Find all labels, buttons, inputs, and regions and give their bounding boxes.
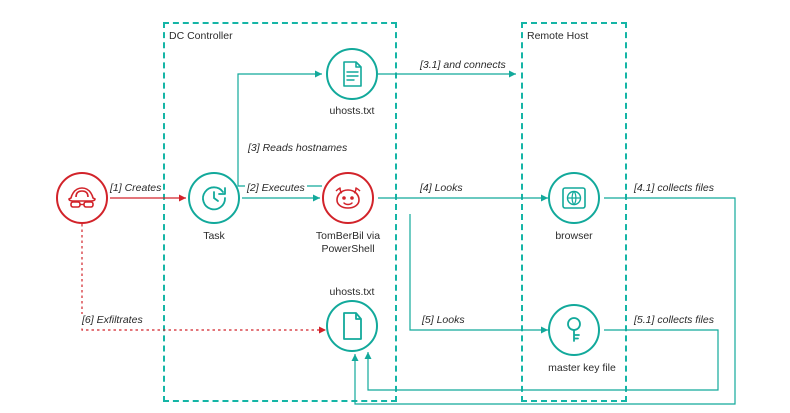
malware-devil-icon (333, 185, 363, 211)
document-file-icon (339, 311, 365, 341)
node-tomberbil-label (304, 230, 392, 256)
node-task[interactable] (188, 172, 240, 224)
node-tomberbil[interactable] (322, 172, 374, 224)
edge-label-looks-master-key: [5] Looks (422, 314, 465, 326)
zone-remote-host-label: Remote Host (527, 30, 589, 42)
edge-label-reads-hostnames: [3] Reads hostnames (248, 142, 348, 154)
node-browser[interactable] (548, 172, 600, 224)
node-threat-actor[interactable] (56, 172, 108, 224)
edge-label-looks-browser: [4] Looks (420, 182, 463, 194)
node-uhosts-top[interactable] (326, 48, 378, 100)
clock-task-icon (200, 184, 228, 212)
globe-browser-icon (560, 184, 588, 212)
edge-label-exfiltrates: [6] Exfiltrates (82, 314, 143, 326)
text-file-icon (339, 60, 365, 88)
node-browser-label: browser (555, 230, 593, 242)
node-tomberbil-label-line2: PowerShell (321, 243, 375, 255)
zone-dc-controller-label: DC Controller (169, 30, 233, 42)
node-master-key-file[interactable] (548, 304, 600, 356)
threat-actor-icon (67, 185, 97, 211)
node-task-label: Task (203, 230, 225, 242)
edge-label-collects-files-master-key: [5.1] collects files (634, 314, 714, 326)
node-uhosts-top-label: uhosts.txt (329, 105, 375, 117)
node-uhosts-bottom[interactable] (326, 300, 378, 352)
edge-label-collects-files-browser: [4.1] collects files (634, 182, 714, 194)
key-icon (561, 316, 587, 344)
node-uhosts-bottom-label: uhosts.txt (329, 286, 375, 298)
edge-label-executes: [2] Executes (247, 182, 305, 194)
node-master-key-file-label: master key file (548, 362, 616, 374)
edge-label-and-connects: [3.1] and connects (420, 59, 506, 71)
edge-label-creates: [1] Creates (110, 182, 162, 194)
node-tomberbil-label-line1: TomBerBil via (315, 230, 381, 242)
